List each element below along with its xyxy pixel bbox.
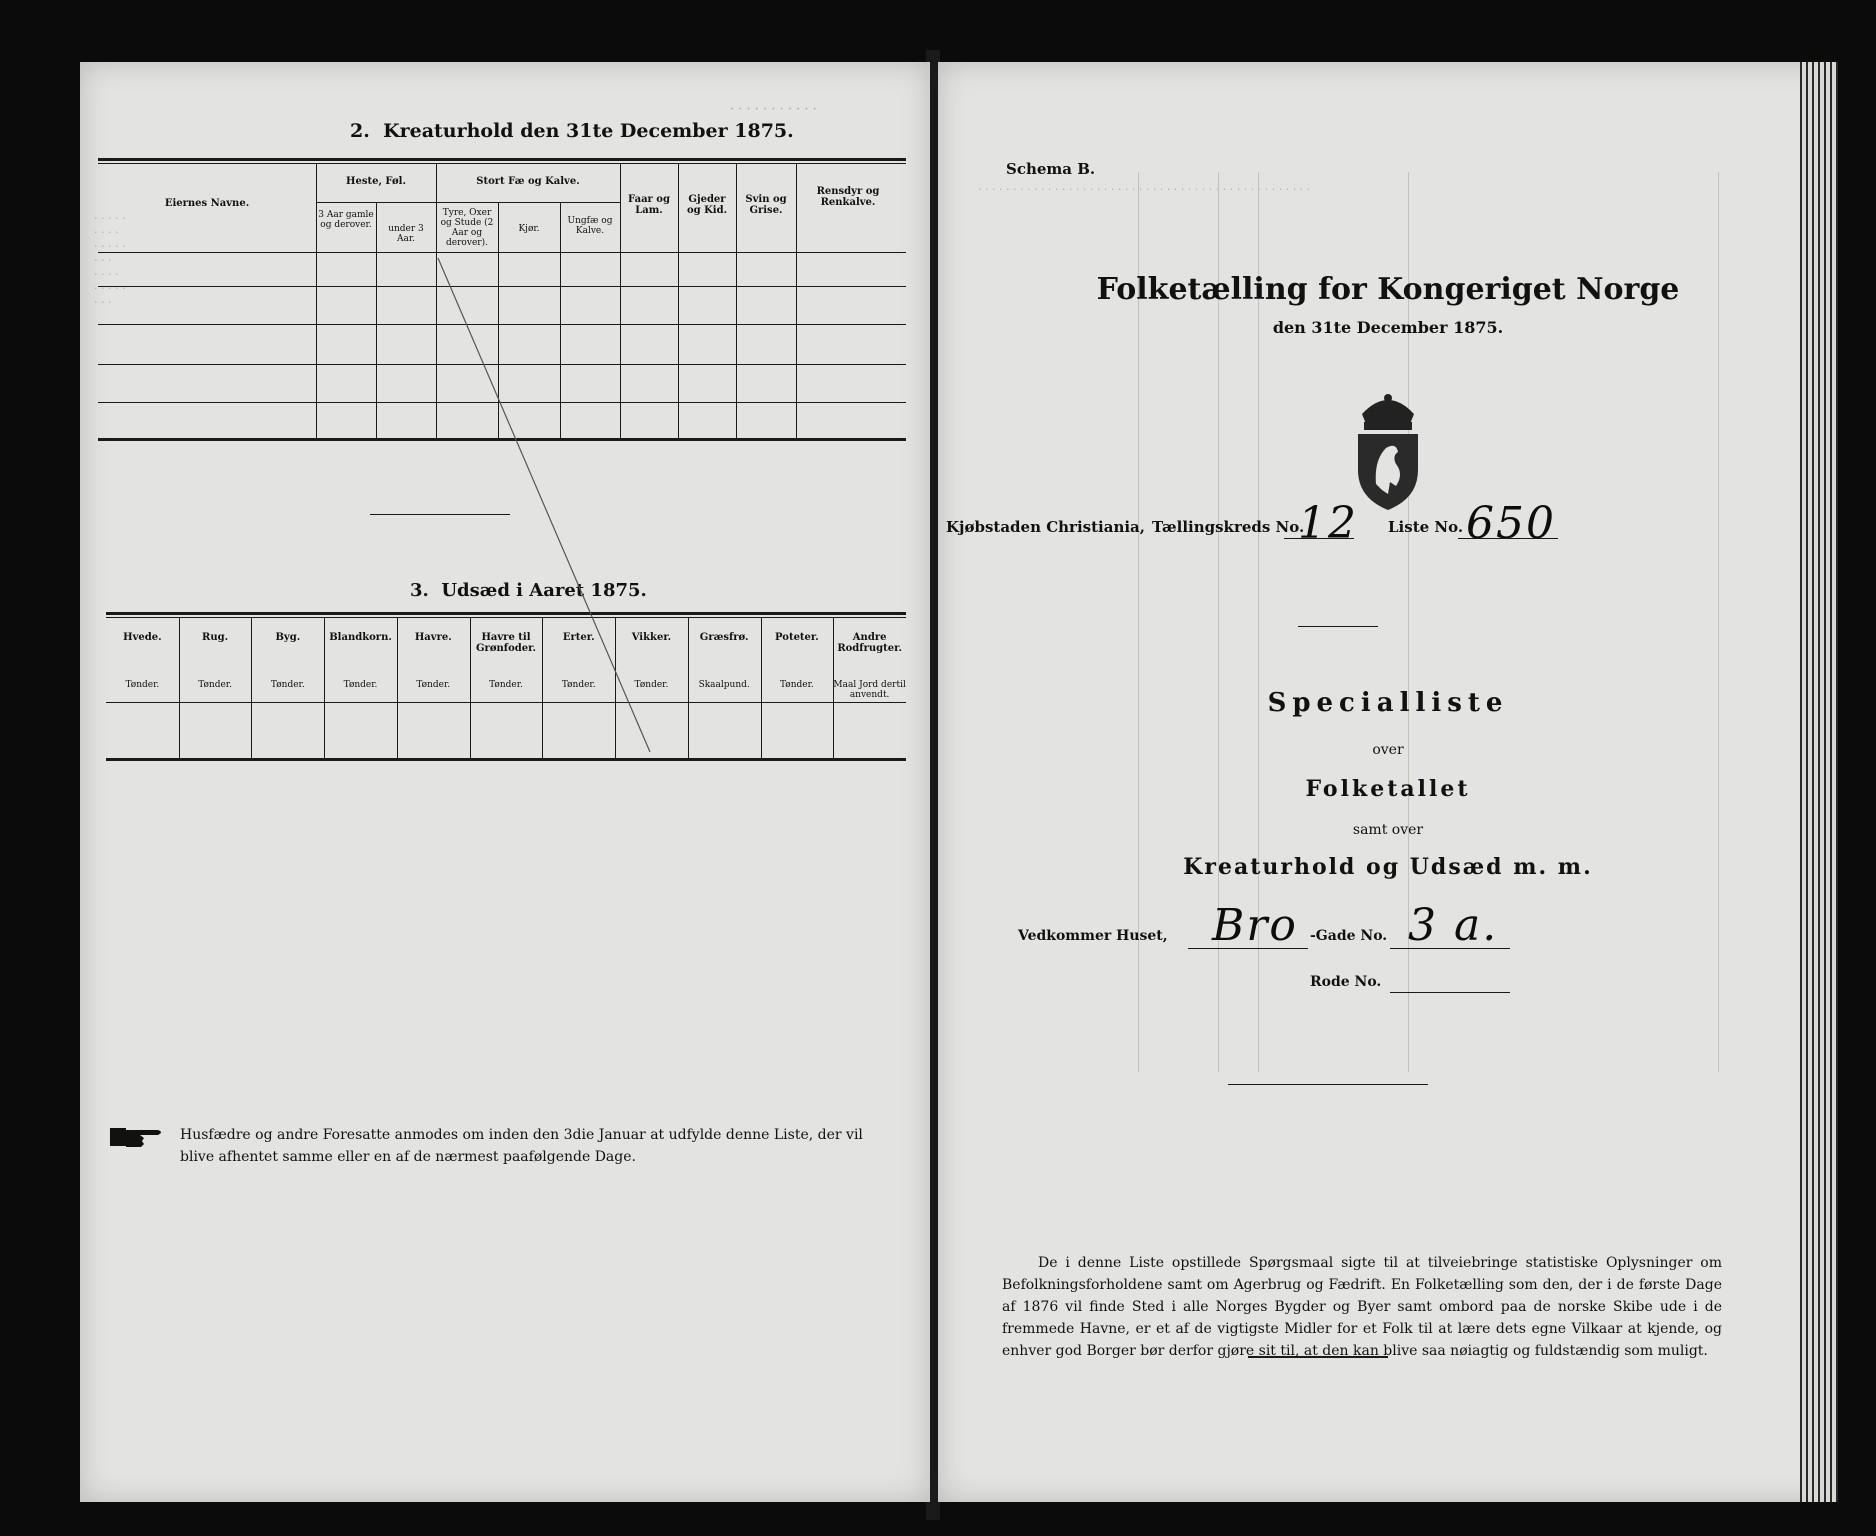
house-number: 3 a.	[1408, 900, 1499, 951]
cattle-oxen-header: Tyre, Oxer og Stude (2 Aar og derover).	[440, 208, 494, 248]
horses-group-header: Heste, Føl.	[346, 176, 406, 187]
udsaed-column-unit: Tønder.	[561, 680, 596, 690]
horses-3-older-header: 3 Aar gamle og derover.	[318, 210, 374, 230]
show-through-margin: · · · · · · · · · · · · · · · · · · · · · · · · · · · · ·	[94, 212, 126, 309]
section3-number: 3.	[410, 580, 429, 601]
horses-under-3-header: under 3 Aar.	[388, 224, 424, 244]
census-title: Folketælling for Kongeriget Norge	[1096, 272, 1680, 307]
udsaed-column-header: Erter.	[562, 632, 595, 643]
separator	[1228, 1084, 1428, 1085]
udsaed-column-header: Poteter.	[775, 632, 819, 643]
section2-title: Kreaturhold den 31te December 1875.	[383, 120, 794, 142]
samt-over: samt over	[1352, 822, 1424, 838]
left-page	[80, 62, 930, 1502]
udsaed-column-header: Hvede.	[123, 632, 162, 643]
cattle-young-header: Ungfæ og Kalve.	[567, 216, 613, 236]
cattle-cows-header: Kjør.	[518, 224, 540, 234]
district-underline	[1284, 538, 1354, 539]
closing-rule	[1248, 1356, 1388, 1358]
house-label: Vedkommer Huset,	[1018, 928, 1168, 944]
show-through-text: · · · · · · · · · · ·	[730, 102, 817, 117]
udsaed-column-unit: Tønder.	[416, 680, 451, 690]
list-label: Liste No.	[1388, 518, 1464, 536]
udsaed-column-header: Rug.	[202, 632, 229, 643]
kreaturhold-title: Kreaturhold og Udsæd m. m.	[1183, 854, 1593, 880]
sheep-header: Faar og Lam.	[628, 194, 670, 216]
list-number: 650	[1466, 498, 1556, 549]
pointing-hand-icon	[108, 1122, 166, 1152]
district-label: Tællingskreds No.	[1152, 518, 1305, 536]
udsaed-column-header: Vikker.	[631, 632, 672, 643]
udsaed-column-unit: Skaalpund.	[698, 680, 750, 690]
street-label: -Gade No.	[1310, 928, 1388, 944]
street-underline	[1188, 948, 1308, 949]
house-number-underline	[1390, 948, 1510, 949]
goats-header: Gjeder og Kid.	[686, 194, 728, 216]
udsaed-column-header: Byg.	[275, 632, 301, 643]
right-page	[938, 62, 1838, 1502]
folketallet-title: Folketallet	[1305, 776, 1471, 802]
udsaed-column-unit: Tønder.	[343, 680, 378, 690]
udsaed-column-unit: Maal Jord dertil anvendt.	[833, 680, 906, 700]
specialliste-title: Specialliste	[1267, 688, 1509, 718]
udsaed-column-unit: Tønder.	[634, 680, 669, 690]
list-underline	[1458, 538, 1558, 539]
separator	[1298, 626, 1378, 627]
pigs-header: Svin og Grise.	[745, 194, 787, 216]
udsaed-column-unit: Tønder.	[489, 680, 523, 690]
section3-title: Udsæd i Aaret 1875.	[441, 580, 647, 601]
district-number: 12	[1298, 498, 1358, 549]
over-1: over	[1372, 742, 1404, 758]
udsaed-column-unit: Tønder.	[270, 680, 305, 690]
pencil-stroke	[80, 62, 930, 822]
reindeer-header: Rensdyr og Renkalve.	[816, 186, 880, 208]
city-label: Kjøbstaden Christiania,	[946, 518, 1145, 536]
udsaed-column-header: Andre Rodfrugter.	[837, 632, 902, 654]
ghost-rule	[1718, 172, 1719, 1072]
page-stack-edge	[1800, 62, 1838, 1502]
rode-underline	[1390, 992, 1510, 993]
notice-text: Husfædre og andre Foresatte anmodes om inden den 3die Januar at udfylde denne Liste, der vil blive afhentet samme eller en af de nærmest paafølgende Dage.	[180, 1127, 863, 1165]
udsaed-column-unit: Tønder.	[125, 680, 160, 690]
street-name: Bro	[1212, 900, 1298, 951]
cattle-group-header: Stort Fæ og Kalve.	[476, 176, 580, 187]
udsaed-column-unit: Tønder.	[780, 680, 814, 690]
rode-label: Rode No.	[1310, 974, 1382, 990]
census-date: den 31te December 1875.	[1272, 318, 1504, 337]
udsaed-column-header: Havre.	[414, 632, 452, 643]
udsaed-column-header: Græsfrø.	[699, 632, 749, 643]
schema-label: Schema B.	[1006, 160, 1096, 178]
udsaed-column-header: Havre til Grønfoder.	[476, 632, 536, 654]
section2-number: 2.	[350, 120, 370, 142]
coat-of-arms-icon	[1348, 390, 1428, 512]
udsaed-column-header: Blandkorn.	[329, 632, 392, 643]
owner-column-header: Eiernes Navne.	[164, 198, 250, 209]
show-through-table: · · · · · · · · · · · · · · · · · · · · · · · · · · · · · · · · · · · · · · · · · · · · · · · ·	[978, 183, 1311, 196]
udsaed-column-unit: Tønder.	[198, 680, 232, 690]
explanatory-paragraph: De i denne Liste opstillede Spørgsmaal sigte til at tilveiebringe statistiske Oplysninger om Befolkningsforholdene samt om Agerbrug og Fædrift. En Folketælling som den, der i de første Dage af 1876 vil finde Sted i alle Norges Bygder og Byer samt ombord paa de norske Skibe ude i de fremmede Havne, er et af de vigtigste Midler for et Folk til at lære dets egne Vilkaar at kjende, og enhver god Borger bør derfor gjøre sit til, at den kan blive saa nøiagtig og fuldstændig som muligt.	[1002, 1255, 1722, 1359]
